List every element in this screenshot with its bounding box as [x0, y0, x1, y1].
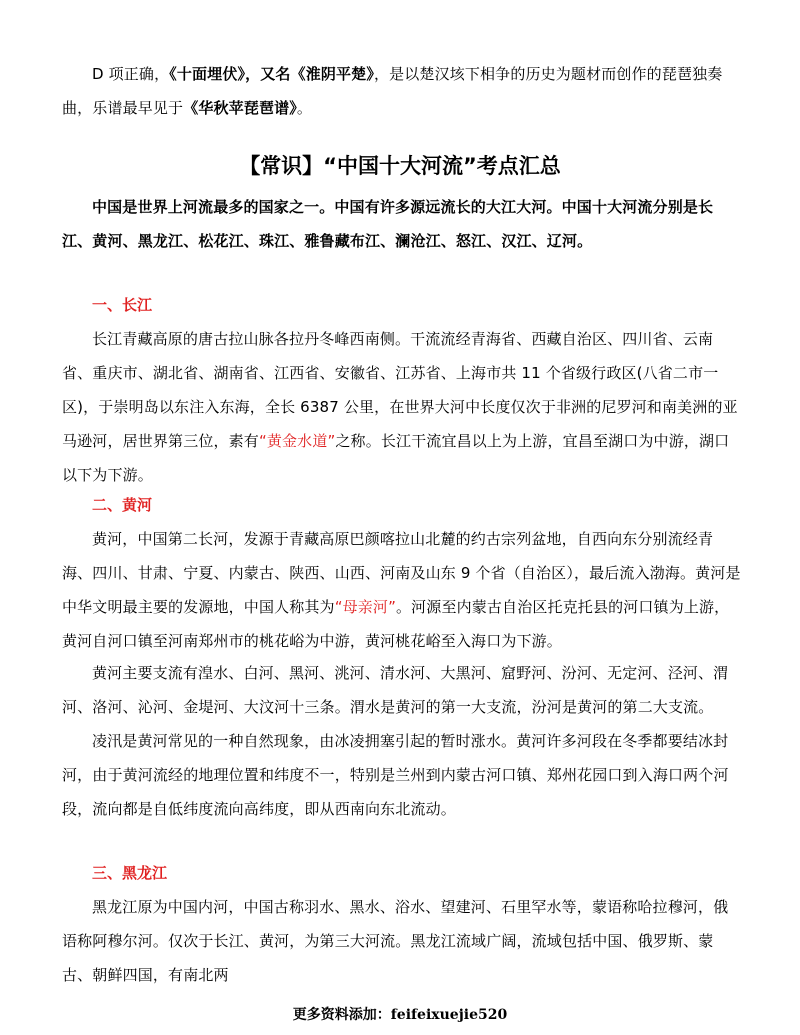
footer-note: 更多资料添加：feifeixuejie520: [292, 1007, 508, 1023]
summary-paragraph: 中国是世界上河流最多的国家之一。中国有许多源远流长的大江大河。中国十大河流分别是长江、黄河、黑龙江、松花江、珠江、雅鲁藏布江、澜沧江、怒江、汉江、辽河。: [62, 198, 714, 250]
paragraph-text: 黄河，中国第二长河，发源于青藏高原巴颜喀拉山北麓的约古宗列盆地，自西向东分别流经青海、四川、甘肃、宁夏、内蒙古、陕西、山西、河南及山东 9 个省（自治区），最后流入渤海。黄河是中华文明最主要的发源地，中国人称其为: [62, 530, 741, 616]
intro-bold-title: 《十面埋伏》，又名《淮阴平楚》: [169, 65, 374, 83]
section-paragraph-heilongjiang: 黑龙江原为中国内河，中国古称羽水、黑水、浴水、望建河、石里罕水等，蒙语称哈拉穆河，俄语称阿穆尔河。仅次于长江、黄河，为第三大河流。黑龙江流域广阔，流域包括中国、俄罗斯、蒙古、朝鲜四国，有南北两: [62, 898, 729, 984]
section-paragraph-huanghe-ice: 凌汛是黄河常见的一种自然现象，由冰凌拥塞引起的暂时涨水。黄河许多河段在冬季都要结冰封河，由于黄河流经的地理位置和纬度不一，特别是兰州到内蒙古河口镇、郑州花园口到入海口两个河段，流向都是自低纬度流向高纬度，即从西南向东北流动。: [62, 732, 729, 818]
section-paragraph-huanghe: [62, 522, 742, 658]
section-heading-changjiang: 一、长江: [92, 296, 153, 314]
highlight-term: “黄金水道”: [258, 432, 336, 450]
intro-text: D 项正确，: [92, 65, 170, 83]
highlight-term: “母亲河”: [334, 598, 396, 616]
paragraph-text: 长江青藏高原的唐古拉山脉各拉丹冬峰西南侧。干流流经青海省、西藏自治区、四川省、云南省、重庆市、湖北省、湖南省、江西省、安徽省、江苏省、上海市共 11 个省级行政区(八省二市一区)，于崇明岛以东注入东海，全长 6387 公里，在世界大河中长度仅次于非洲的尼罗河和南美洲的亚马逊河，居世界第三位，素有: [62, 330, 738, 450]
section-heading-heilongjiang: 三、黑龙江: [92, 864, 168, 882]
paragraph-text: 。河源至内蒙古自治区托克托县的河口镇为上游，黄河自河口镇至河南郑州市的桃花峪为中游，黄河桃花峪至入海口为下游。: [62, 598, 730, 650]
intro-bold-source: 《华秋苹琵琶谱》: [183, 99, 297, 117]
intro-paragraph: [62, 57, 742, 125]
page-title: 【常识】“中国十大河流”考点汇总: [239, 154, 561, 178]
intro-text: 。: [296, 99, 313, 117]
section-heading-huanghe: 二、黄河: [92, 496, 153, 514]
section-paragraph-huanghe-tributaries: 黄河主要支流有湟水、白河、黑河、洮河、清水河、大黑河、窟野河、汾河、无定河、泾河、渭河、洛河、沁河、金堤河、大汶河十三条。渭水是黄河的第一大支流，汾河是黄河的第二大支流。: [62, 664, 729, 716]
intro-text: ，是以楚汉垓下相争的历史为题材而创作的琵琶独奏曲，乐谱最早见于: [62, 65, 723, 117]
paragraph-text: 之称。长江干流宜昌以上为上游，宜昌至湖口为中游，湖口以下为下游。: [62, 432, 730, 484]
section-paragraph-changjiang: [62, 322, 742, 492]
